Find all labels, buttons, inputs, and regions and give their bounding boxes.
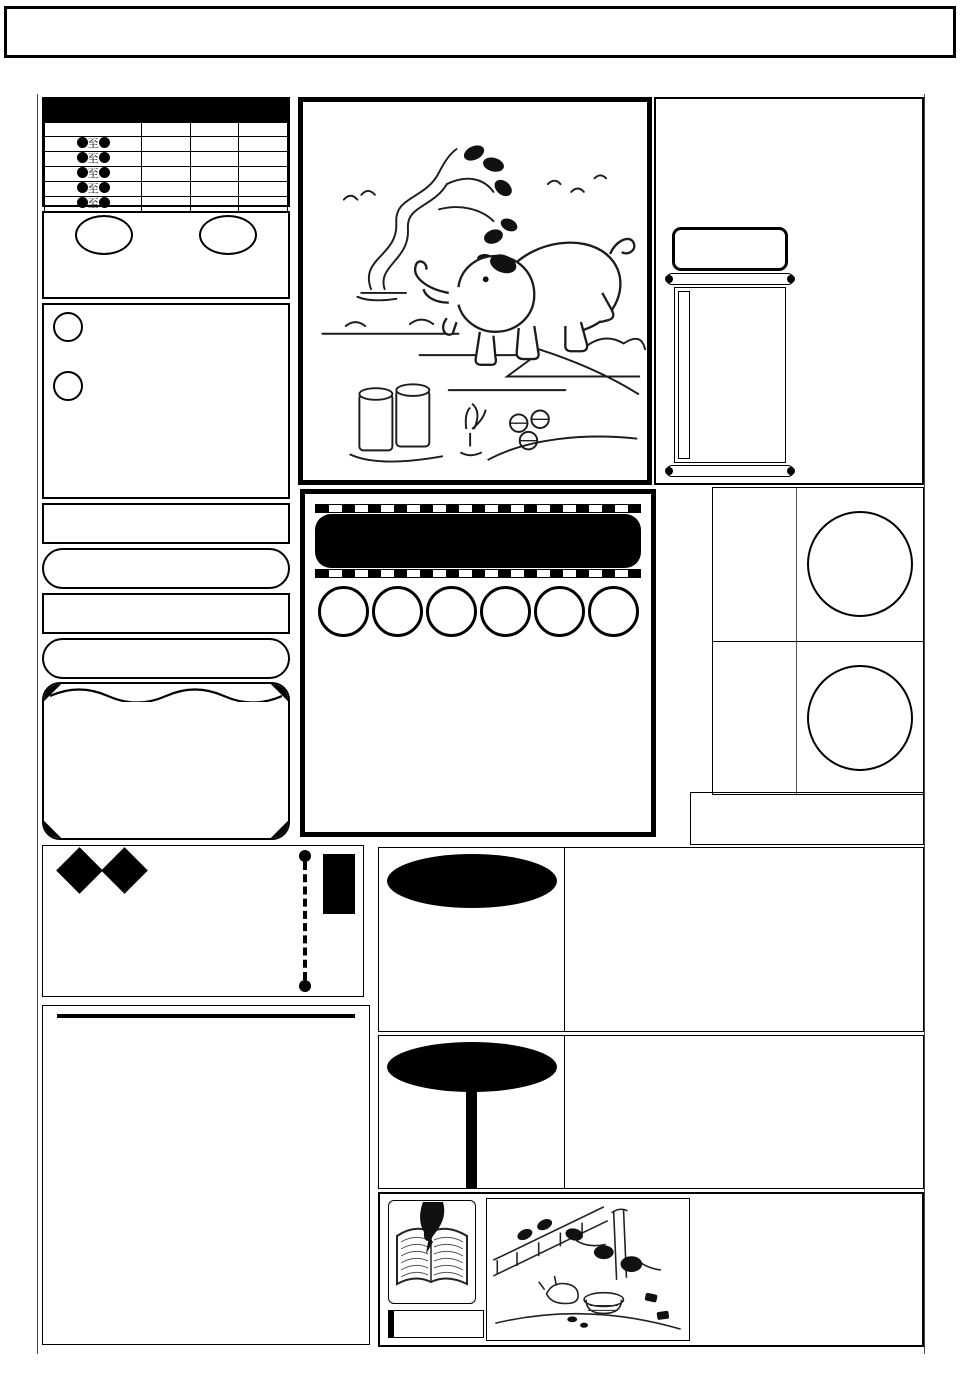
col-header [142,123,191,137]
checker-strip [315,569,641,578]
lucky-ball [426,586,477,637]
gate-range-to [99,152,110,163]
hot-number [142,137,191,152]
total-open-section [378,847,924,1032]
elephant-tree-drawing [303,102,647,480]
interpreter-label [388,1310,484,1338]
analysis-banner [315,514,641,568]
code-seeking-scroll [664,227,796,481]
mystery-greeting-section [42,845,364,997]
lucky-code-row [42,503,290,544]
cold-number [190,152,239,167]
cold-number [190,167,239,182]
hot-number [142,152,191,167]
dashed-divider [303,862,307,980]
circled-number [75,215,133,255]
marksix-left-border [0,94,38,1354]
table-header-row [45,123,288,137]
gate-hot-cold-table [42,97,290,210]
table-title [44,99,288,122]
masthead-header [4,6,956,58]
gate-range-from [77,197,88,208]
gate-range-to [99,167,110,178]
hot-number [142,167,191,182]
book-hand-drawing [388,1200,476,1304]
cold-number [190,182,239,197]
big-small-title [690,792,924,845]
table-row: 至 [45,182,288,197]
gate-range-from [77,137,88,148]
circled-number [807,665,913,771]
offer-number [239,197,288,212]
table-row: 至 [45,167,288,182]
offer-number [239,137,288,152]
corner-decor [42,819,63,840]
special-code-section [42,303,290,499]
marksix-right-border [924,94,962,1354]
special-open-section [378,1035,924,1189]
lucky-ball [534,586,585,637]
treasure-scene-drawing [486,1198,690,1341]
gate-range-to [99,197,110,208]
appearance-counts-panel [712,487,924,795]
tip-label [323,854,355,914]
lucky-ball [318,586,369,637]
lucky-zodiac-row [42,548,290,589]
col-header [190,123,239,137]
lucky-range-row [42,638,290,679]
col-header [45,123,142,137]
count-cell [713,642,923,795]
diamond-char [56,847,103,894]
lucky-ball [480,586,531,637]
gate-range-to [99,182,110,193]
cold-number [190,137,239,152]
circled-number [53,312,83,342]
gate-range-from [77,152,88,163]
riddle-illustration [298,97,652,485]
table-row: 至 [45,197,288,212]
zodiac-puzzle-section [42,1005,370,1345]
oval-banner [387,1042,557,1092]
scroll-roller [666,273,794,285]
count-cell [713,488,923,642]
treasure-hint-section [378,1192,924,1347]
table-row: 至 [45,152,288,167]
contribution-section [42,682,290,840]
puzzle-grid [57,1014,355,1018]
gate-range-from [77,167,88,178]
marksix-banner-row [4,62,956,92]
table-row: 至 [45,137,288,152]
oval-banner [387,854,557,908]
circled-number [53,371,83,401]
cold-hot-section [42,211,290,299]
gate-range-to [99,137,110,148]
col-header [239,123,288,137]
lucky-ball [588,586,639,637]
lucky-color-row [42,593,290,634]
vertical-text-block [44,307,83,451]
hot-number [142,182,191,197]
hot-number [142,197,191,212]
divider-bar [466,1090,477,1188]
computer-analysis-section [300,489,656,837]
scroll-title [672,227,788,271]
lucky-ball [372,586,423,637]
cold-number [190,197,239,212]
offer-number [239,152,288,167]
corner-decor [269,819,290,840]
offer-number [239,182,288,197]
circled-number [199,215,257,255]
diamond-char [101,847,148,894]
liuhe-xuanji-masthead [654,97,924,485]
wave-divider [50,688,282,707]
circled-number [807,511,913,617]
scroll-poem [678,291,690,459]
gate-range-from [77,182,88,193]
scroll-roller [666,465,794,477]
checker-strip [315,504,641,513]
offer-number [239,167,288,182]
